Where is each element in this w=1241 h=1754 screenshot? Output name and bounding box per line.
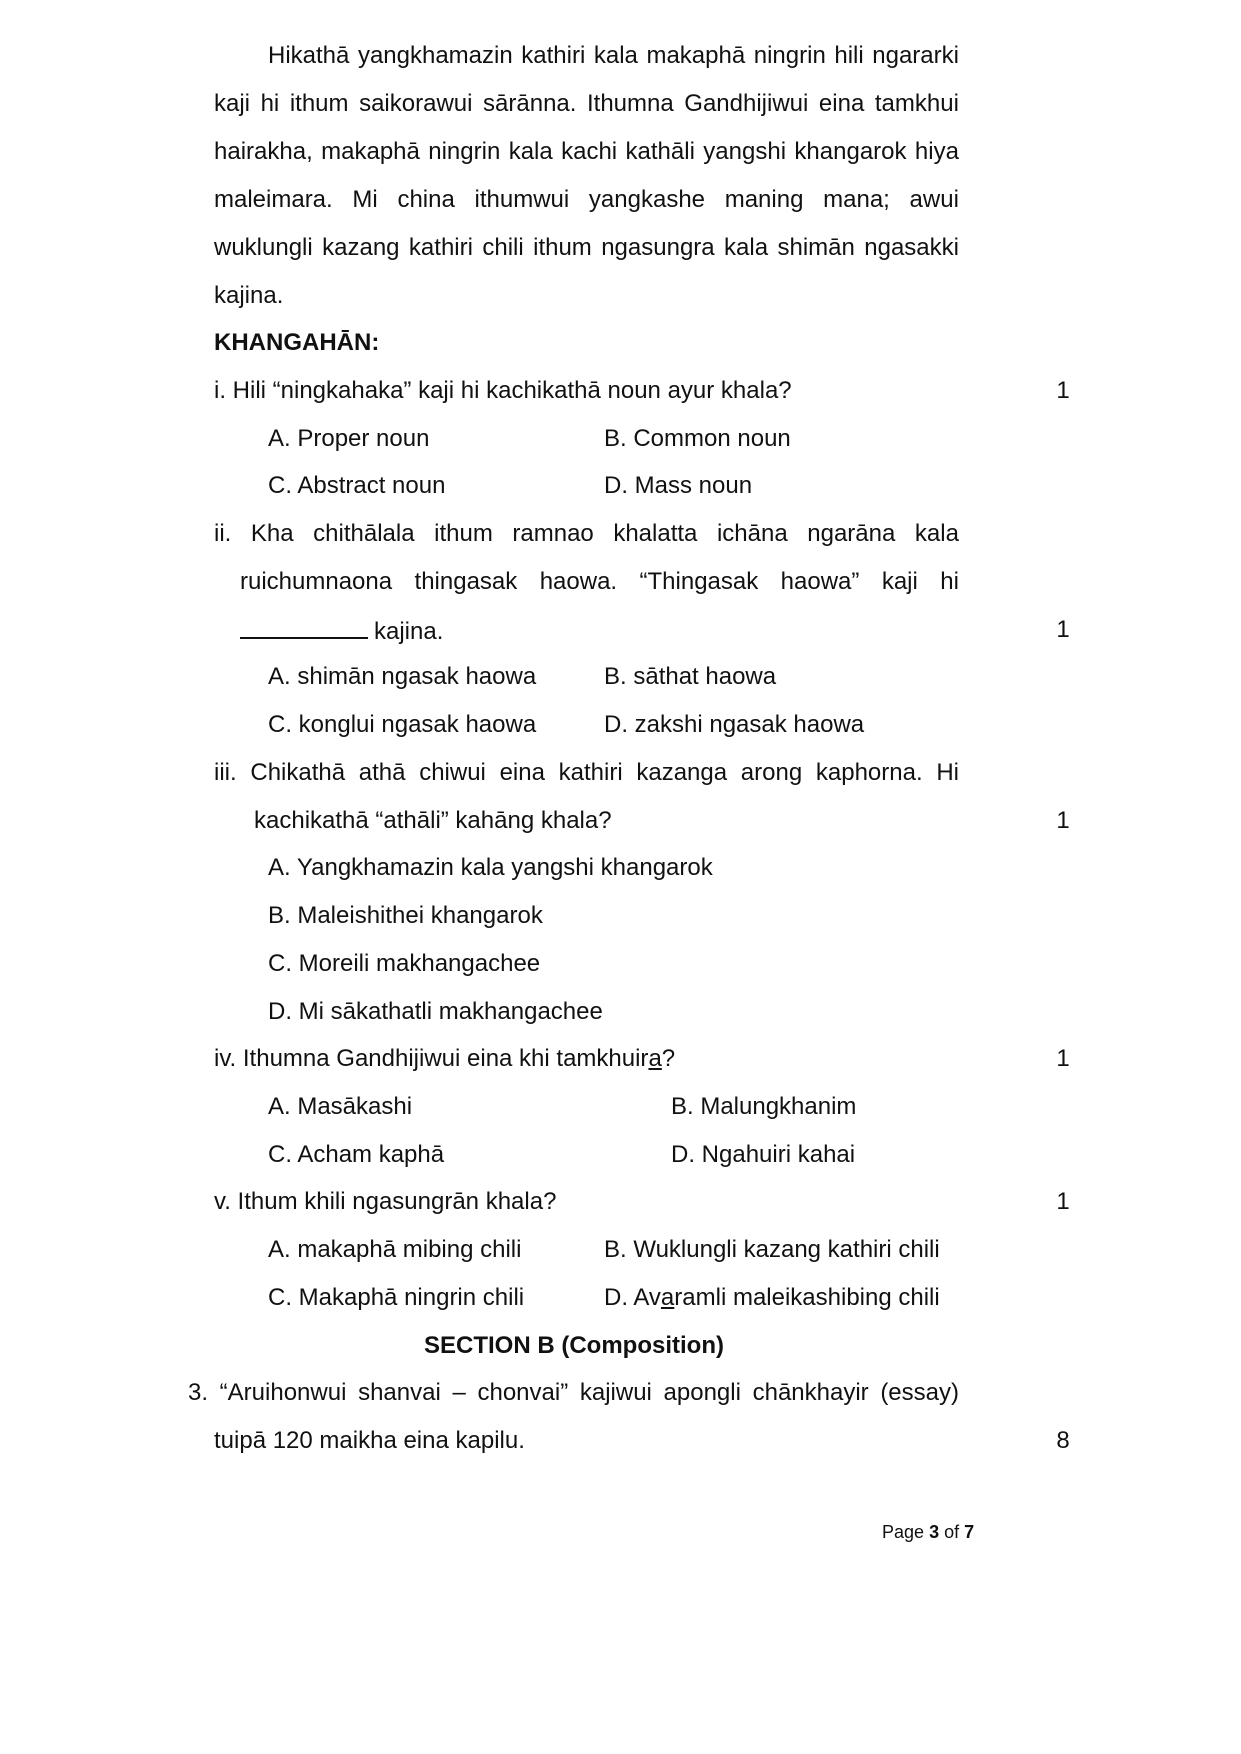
question-2-option-d: D. zakshi ngasak haowa [604,711,865,738]
passage-line-6: kajina. [214,282,284,309]
answer-blank [240,615,368,639]
question-5-option-c: C. Makaphā ningrin chili [268,1284,525,1311]
question-3-option-d: D. Mi sākathatli makhangachee [268,998,603,1025]
question-1-mark: 1 [1056,377,1070,404]
question-2-mark: 1 [1056,616,1070,643]
question-4-text: iv. Ithumna Gandhijiwui eina khi tamkhuira? [214,1045,676,1072]
passage-line-1: Hikathā yangkhamazin kathiri kala makaphā ningrin hili ngararki [268,42,959,69]
section-b-title: SECTION B (Composition) [424,1332,724,1359]
question-3-mark: 1 [1056,807,1070,834]
question-3-line-2: kachikathā “athāli” kahāng khala? [254,807,612,834]
question-2-line-1: ii. Kha chithālala ithum ramnao khalatta ichāna ngarāna kala [214,520,959,547]
question-4-option-c: C. Acham kaphā [268,1141,445,1168]
question-2-line-3: kajina. [240,615,443,647]
passage-line-5: wuklungli kazang kathiri chili ithum ngasungra kala shimān ngasakki [214,234,959,261]
page-number: Page 3 of 7 [882,1522,975,1542]
question-5-option-d: D. Avaramli maleikashibing chili [604,1284,940,1311]
question-3-option-b: B. Maleishithei khangarok [268,902,543,929]
question-2-option-b: B. sāthat haowa [604,663,777,690]
question-5-mark: 1 [1056,1188,1070,1215]
passage-line-4: maleimara. Mi china ithumwui yangkashe maning mana; awui [214,186,959,213]
question-1-option-c: C. Abstract noun [268,472,446,499]
question-3-line-1: iii. Chikathā athā chiwui eina kathiri kazanga arong kaphorna. Hi [214,759,959,786]
question-5-option-b: B. Wuklungli kazang kathiri chili [604,1236,940,1263]
question-1-option-d: D. Mass noun [604,472,753,499]
question-4-option-b: B. Malungkhanim [671,1093,857,1120]
section-b-mark: 8 [1056,1427,1070,1454]
question-4-option-a: A. Masākashi [268,1093,413,1120]
question-2-option-a: A. shimān ngasak haowa [268,663,537,690]
question-1-option-a: A. Proper noun [268,425,430,452]
question-1-text: i. Hili “ningkahaka” kaji hi kachikathā noun ayur khala? [214,377,792,404]
question-3-option-a: A. Yangkhamazin kala yangshi khangarok [268,854,713,881]
question-2-option-c: C. konglui ngasak haowa [268,711,537,738]
questions-heading: KHANGAHĀN: [214,329,380,356]
question-5-text: v. Ithum khili ngasungrān khala? [214,1188,557,1215]
question-4-option-d: D. Ngahuiri kahai [671,1141,856,1168]
section-b-question-line-2: tuipā 120 maikha eina kapilu. [214,1427,525,1454]
question-5-option-a: A. makaphā mibing chili [268,1236,522,1263]
question-4-mark: 1 [1056,1045,1070,1072]
question-2-line-2: ruichumnaona thingasak haowa. “Thingasak haowa” kaji hi [240,568,959,595]
question-1-option-b: B. Common noun [604,425,791,452]
passage-line-3: hairakha, makaphā ningrin kala kachi kathāli yangshi khangarok hiya [214,138,959,165]
question-3-option-c: C. Moreili makhangachee [268,950,541,977]
passage-line-2: kaji hi ithum saikorawui sārānna. Ithumna Gandhijiwui eina tamkhui [214,90,959,117]
section-b-question-line-1: 3. “Aruihonwui shanvai – chonvai” kajiwui apongli chānkhayir (essay) [188,1379,959,1406]
